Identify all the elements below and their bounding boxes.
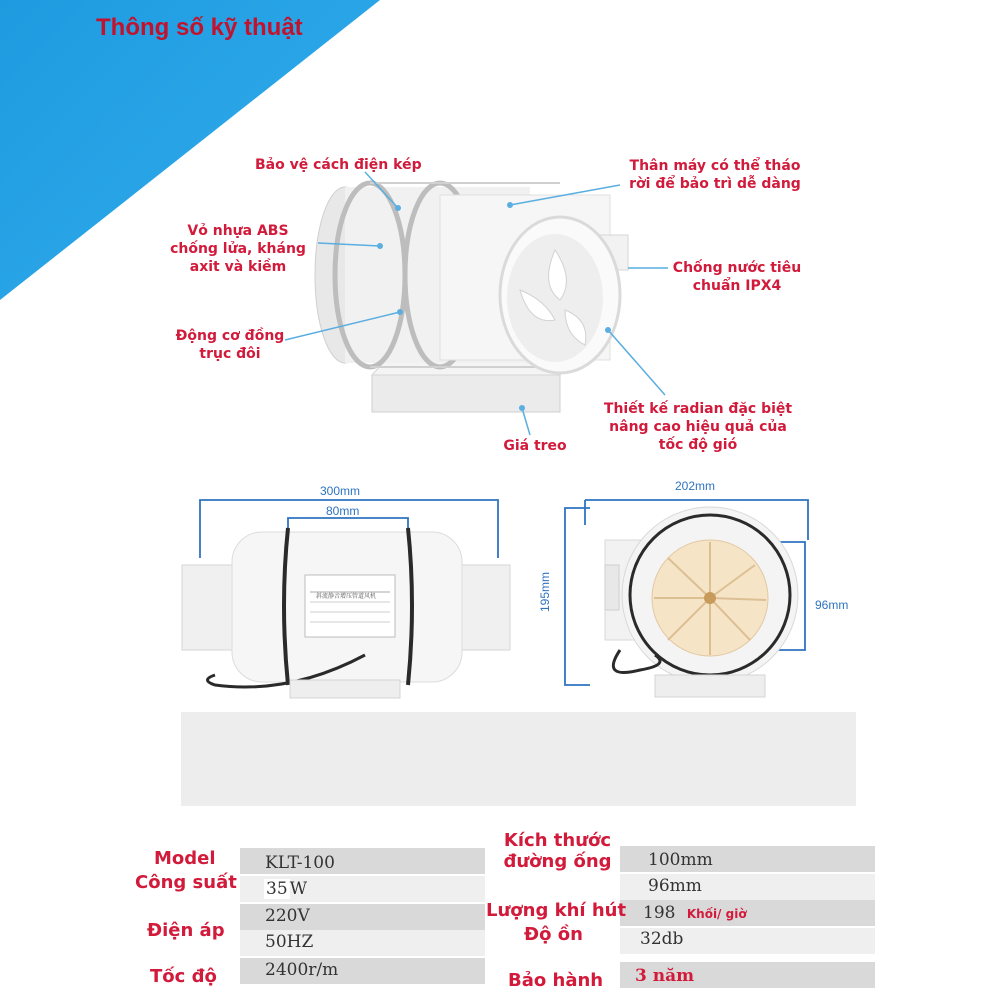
spec-value-voltage: 220V — [265, 906, 310, 926]
callout-motor-line2: trục đôi — [199, 346, 261, 362]
spec-value-frequency: 50HZ — [265, 932, 314, 952]
callout-shell — [168, 222, 308, 276]
front-view-drawing — [560, 480, 860, 710]
callout-water-line1: Chống nước tiêu — [672, 260, 802, 276]
callout-body — [615, 157, 815, 193]
callout-shell-line2: chống lửa, kháng — [170, 241, 306, 257]
dim-height: 195mm — [538, 571, 552, 612]
dim-length-inner: 80mm — [326, 504, 360, 518]
callout-body-line2: rời để bảo trì dễ dàng — [629, 176, 801, 192]
spec-label-pipe-size — [500, 830, 615, 872]
spec-label-voltage: Điện áp — [147, 920, 225, 941]
fan-illustration — [0, 0, 998, 470]
nameplate-text: 斜流静音增压管道风机 — [316, 593, 377, 600]
callout-radian-line2: nâng cao hiệu quả của — [609, 419, 787, 435]
callout-insulation: Bảo vệ cách điện kép — [255, 157, 422, 173]
spec-label-pipe-size-line2: đường ống — [503, 851, 612, 872]
spec-value-noise: 32db — [640, 929, 684, 949]
spec-label-model: Model — [154, 848, 216, 869]
page-title: Thông số kỹ thuật — [96, 14, 303, 41]
dim-width: 202mm — [675, 479, 716, 493]
spec-label-pipe-size-line1: Kích thước — [503, 830, 612, 851]
spec-value-pipe-size: 100mm — [648, 850, 713, 870]
spec-value-power-number: 35 — [266, 879, 288, 899]
callout-body-line1: Thân máy có thể tháo — [629, 158, 801, 174]
dim-outlet: 96mm — [815, 598, 849, 612]
callout-radian-line3: tốc độ gió — [658, 437, 738, 453]
callout-radian-line1: Thiết kế radian đặc biệt — [603, 401, 793, 417]
dim-length-total: 300mm — [320, 484, 361, 498]
spec-value-airflow-unit: Khối/ giờ — [686, 907, 747, 921]
spec-value-airflow-number: 198 — [643, 903, 676, 923]
blank-panel — [181, 712, 856, 806]
spec-value-power — [264, 879, 307, 899]
spec-label-warranty: Bảo hành — [508, 970, 604, 991]
callout-shell-line3: axit và kiềm — [189, 259, 287, 275]
spec-value-airflow — [643, 903, 747, 923]
callout-motor — [160, 327, 300, 363]
callout-waterproof — [662, 259, 812, 295]
spec-value-warranty: 3 năm — [635, 966, 695, 986]
spec-label-airflow: Lượng khí hút — [486, 900, 627, 921]
spec-label-power: Công suất — [135, 872, 237, 893]
spec-value-power-unit: W — [289, 879, 308, 899]
spec-value-speed: 2400r/m — [265, 960, 339, 980]
spec-label-noise: Độ ồn — [524, 924, 583, 945]
callout-motor-line1: Động cơ đồng — [175, 328, 285, 344]
spec-value-outlet: 96mm — [648, 876, 702, 896]
callout-water-line2: chuẩn IPX4 — [692, 278, 782, 294]
spec-value-model: KLT-100 — [265, 853, 335, 873]
callout-bracket: Giá treo — [503, 438, 567, 454]
callout-shell-line1: Vỏ nhựa ABS — [187, 223, 289, 239]
spec-label-speed: Tốc độ — [150, 966, 217, 987]
callout-radian — [598, 400, 798, 454]
